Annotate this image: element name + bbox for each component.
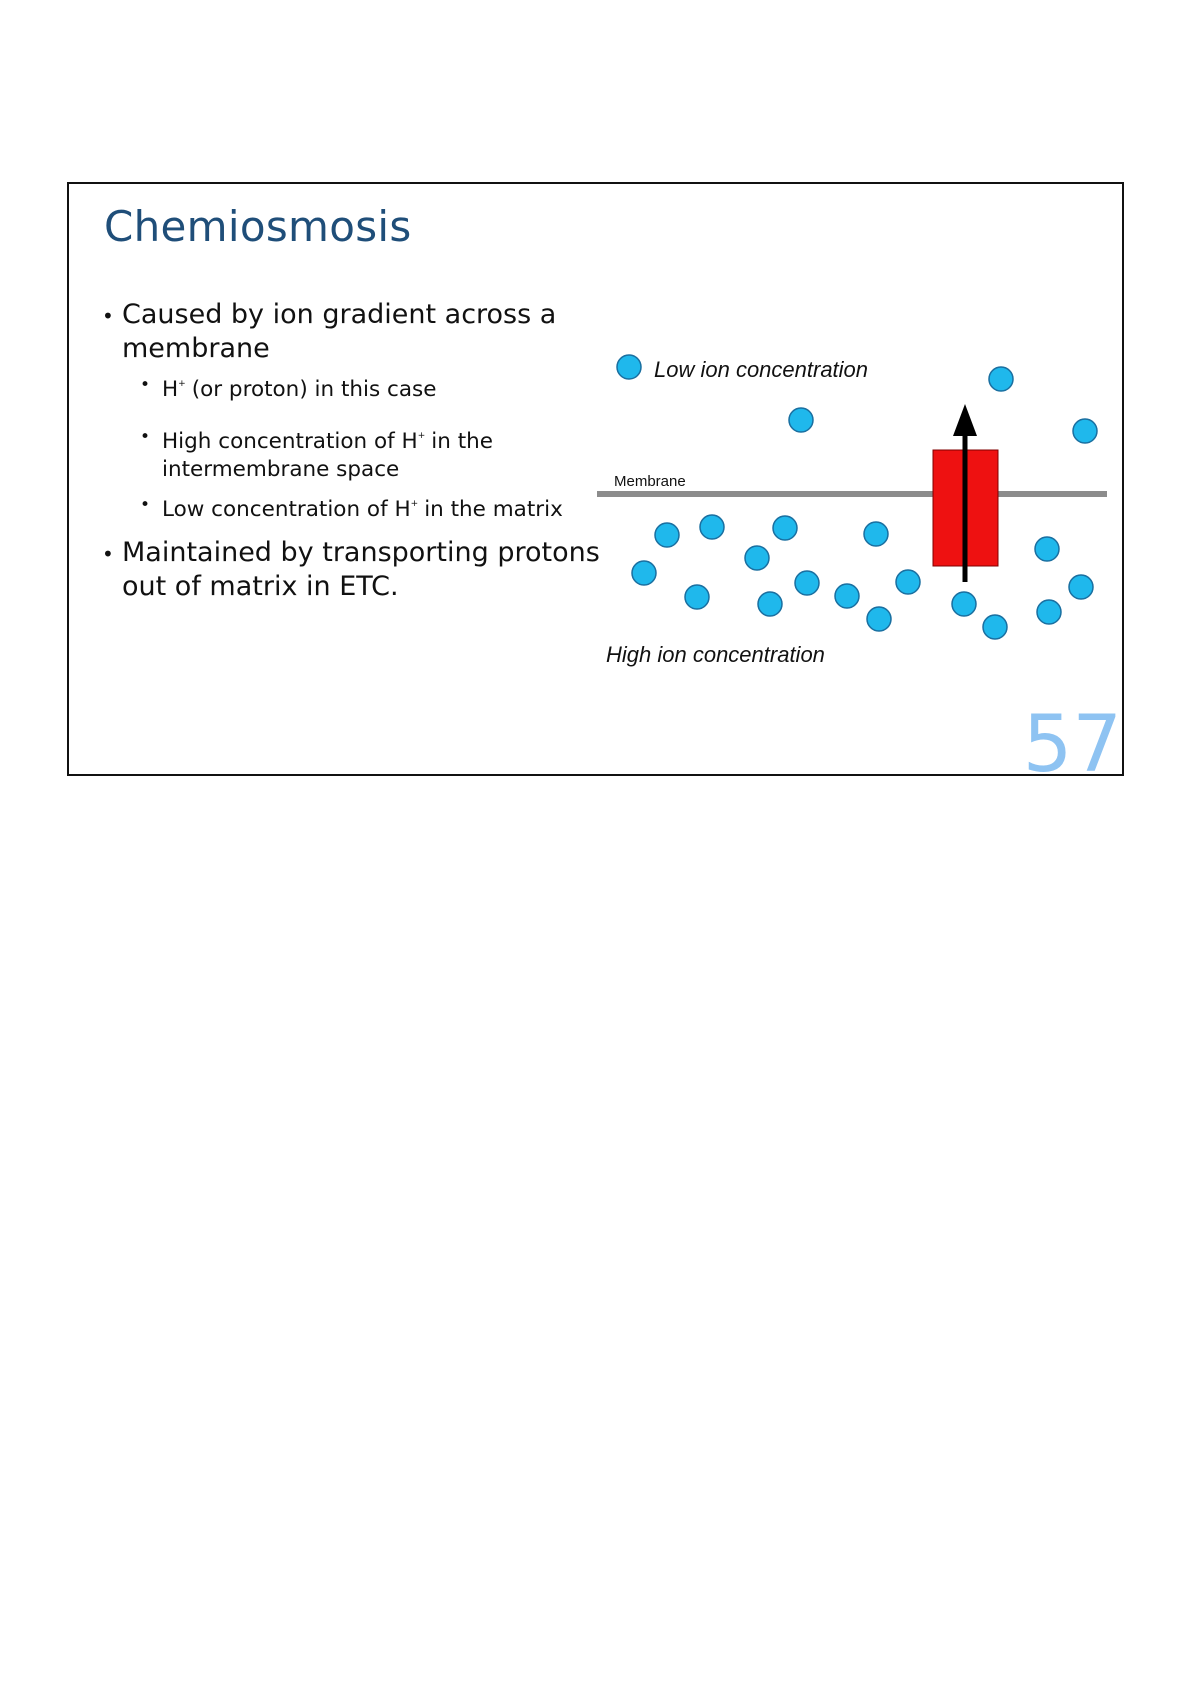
bullet-text: Maintained by transporting protons out of matrix in ETC. [122, 537, 600, 602]
ion-circle [700, 515, 724, 539]
sub-bullet-text: in the matrix [424, 497, 563, 522]
ion-circle [867, 607, 891, 631]
slide-title: Chemiosmosis [104, 202, 412, 251]
ion-circle [1035, 537, 1059, 561]
superscript: + [178, 379, 186, 389]
ion-circle [632, 561, 656, 585]
ion-circle [1037, 600, 1061, 624]
sub-bullet-text: Low concentration of H [162, 497, 411, 522]
superscript: + [410, 499, 419, 509]
ion-circle [745, 546, 769, 570]
membrane-label: Membrane [614, 473, 686, 490]
ion-circle [835, 584, 859, 608]
ion-circle [789, 408, 813, 432]
sub-bullet-text: (or proton) in this case [191, 377, 437, 402]
low-concentration-label: Low ion concentration [654, 357, 869, 382]
ion-circle [989, 367, 1013, 391]
ion-circle [1073, 419, 1097, 443]
ion-circle [983, 615, 1007, 639]
page-number: 57 [1022, 700, 1122, 776]
ion-circle [773, 516, 797, 540]
sub-bullet-text: in the intermembrane space [162, 429, 493, 482]
ion-circle [655, 523, 679, 547]
slide [67, 182, 1124, 776]
sub-bullet-text: High concentration of H [162, 429, 418, 454]
ion-gradient-diagram [69, 184, 1124, 776]
superscript: + [417, 431, 426, 441]
ion-circle [952, 592, 976, 616]
ion-circle [1069, 575, 1093, 599]
high-concentration-label: High ion concentration [606, 642, 825, 667]
ion-circle [864, 522, 888, 546]
ion-circle [685, 585, 709, 609]
sub-bullet-text: H [162, 377, 179, 402]
ion-circle [896, 570, 920, 594]
transport-arrow-head [953, 404, 977, 436]
ion-circle [617, 355, 641, 379]
bullet-text: Caused by ion gradient across a membrane [122, 299, 557, 364]
ion-circle [795, 571, 819, 595]
ion-circle [758, 592, 782, 616]
